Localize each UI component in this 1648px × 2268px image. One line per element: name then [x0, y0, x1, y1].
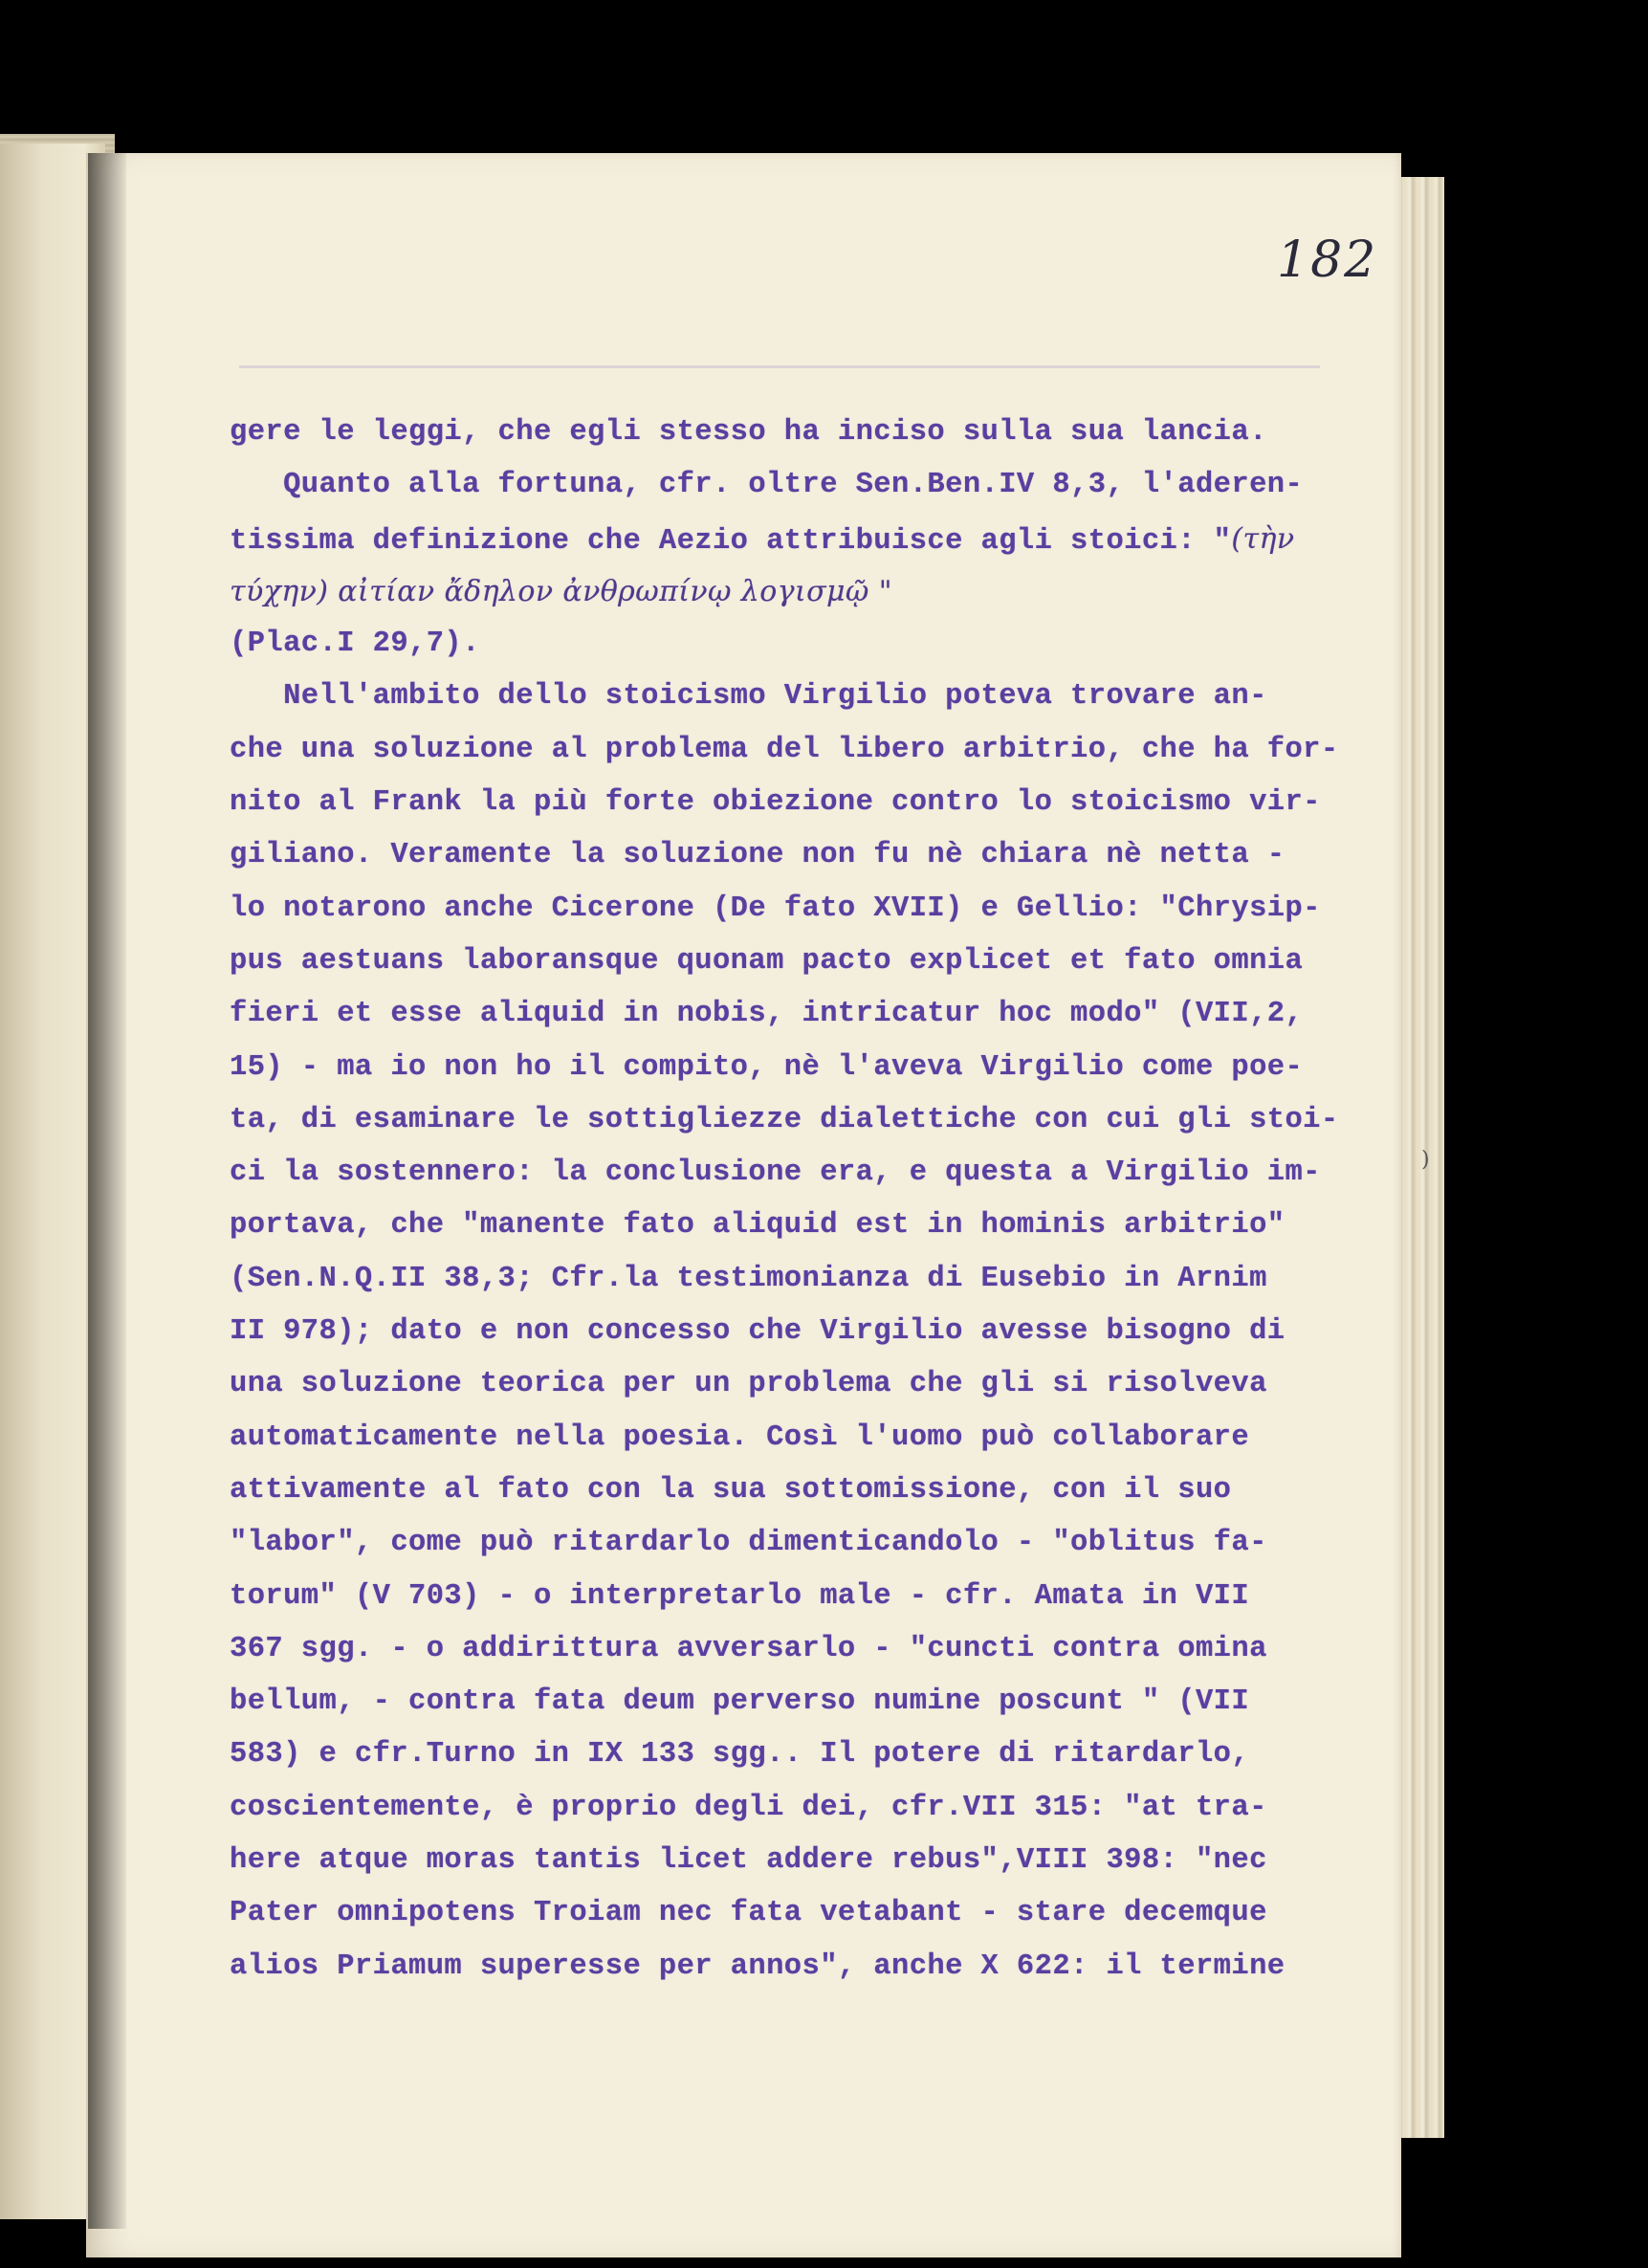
text-line: Pater omnipotens Troiam nec fata vetabant - stare decemque — [230, 1897, 1267, 1930]
text-line: coscientemente, è proprio degli dei, cfr.VII 315: "at tra- — [230, 1791, 1267, 1824]
bleed-through-line — [239, 365, 1320, 368]
text-line: una soluzione teorica per un problema che gli si risolveva — [230, 1368, 1267, 1401]
text-line: here atque moras tantis licet addere rebus",VIII 398: "nec — [230, 1844, 1267, 1878]
text-line: 367 sgg. - o addirittura avversarlo - "cuncti contra omina — [230, 1632, 1267, 1665]
text-line: alios Priamum superesse per annos", anche X 622: il termine — [230, 1949, 1285, 1983]
text-line: pus aestuans laboransque quonam pacto explicet et fato omnia — [230, 944, 1304, 978]
text-line: ta, di esaminare le sottigliezze dialettiche con cui gli stoi- — [230, 1103, 1339, 1136]
greek-handwriting-line: τύχην) αἰτίαν ἄδηλον ἀνθρωπίνῳ λογισμῷ " — [230, 574, 892, 608]
text-line: bellum, - contra fata deum perverso numine poscunt " (VII — [230, 1685, 1250, 1719]
text-line: giliano. Veramente la soluzione non fu nè chiara nè netta - — [230, 839, 1285, 872]
text-line: fieri et esse aliquid in nobis, intricatur hoc modo" (VII,2, — [230, 998, 1304, 1031]
text-line-main: tissima definizione che Aezio attribuisce agli stoici: " — [230, 524, 1232, 558]
text-line: nito al Frank la più forte obiezione contro lo stoicismo vir- — [230, 786, 1321, 820]
book-gutter-shadow — [88, 153, 126, 2229]
text-line: "labor", come può ritardarlo dimenticandolo - "oblitus fa- — [230, 1527, 1267, 1560]
text-line: Nell'ambito dello stoicismo Virgilio poteva trovare an- — [230, 680, 1267, 714]
text-line: gere le leggi, che egli stesso ha inciso sulla sua lancia. — [230, 416, 1267, 449]
body-text — [230, 407, 1339, 1993]
text-line: II 978); dato e non concesso che Virgilio avesse bisogno di — [230, 1315, 1285, 1349]
text-line — [230, 513, 1329, 565]
text-line: Quanto alla fortuna, cfr. oltre Sen.Ben.IV 8,3, l'aderen- — [230, 469, 1304, 502]
text-line: che una soluzione al problema del libero arbitrio, che ha for- — [230, 733, 1339, 766]
text-line: portava, che "manente fato aliquid est in hominis arbitrio" — [230, 1209, 1285, 1243]
margin-mark: ) — [1421, 1148, 1430, 1172]
text-line: ci la sostennero: la conclusione era, e questa a Virgilio im- — [230, 1156, 1321, 1190]
text-line: (Sen.N.Q.II 38,3; Cfr.la testimonianza di Eusebio in Arnim — [230, 1262, 1267, 1295]
greek-handwriting: (τὴν — [1231, 521, 1295, 556]
text-line: 15) - ma io non ho il compito, nè l'aveva Virgilio come poe- — [230, 1050, 1304, 1084]
page-number: 182 — [1277, 231, 1378, 289]
text-line: attivamente al fato con la sua sottomissione, con il suo — [230, 1473, 1232, 1507]
text-line: torum" (V 703) - o interpretarlo male - cfr. Amata in VII — [230, 1579, 1250, 1613]
text-line: lo notarono anche Cicerone (De fato XVII) e Gellio: "Chrysip- — [230, 892, 1321, 925]
text-line: (Plac.I 29,7). — [230, 628, 480, 661]
text-line: automaticamente nella poesia. Così l'uomo può collaborare — [230, 1420, 1250, 1454]
text-line: 583) e cfr.Turno in IX 133 sgg.. Il potere di ritardarlo, — [230, 1738, 1250, 1772]
